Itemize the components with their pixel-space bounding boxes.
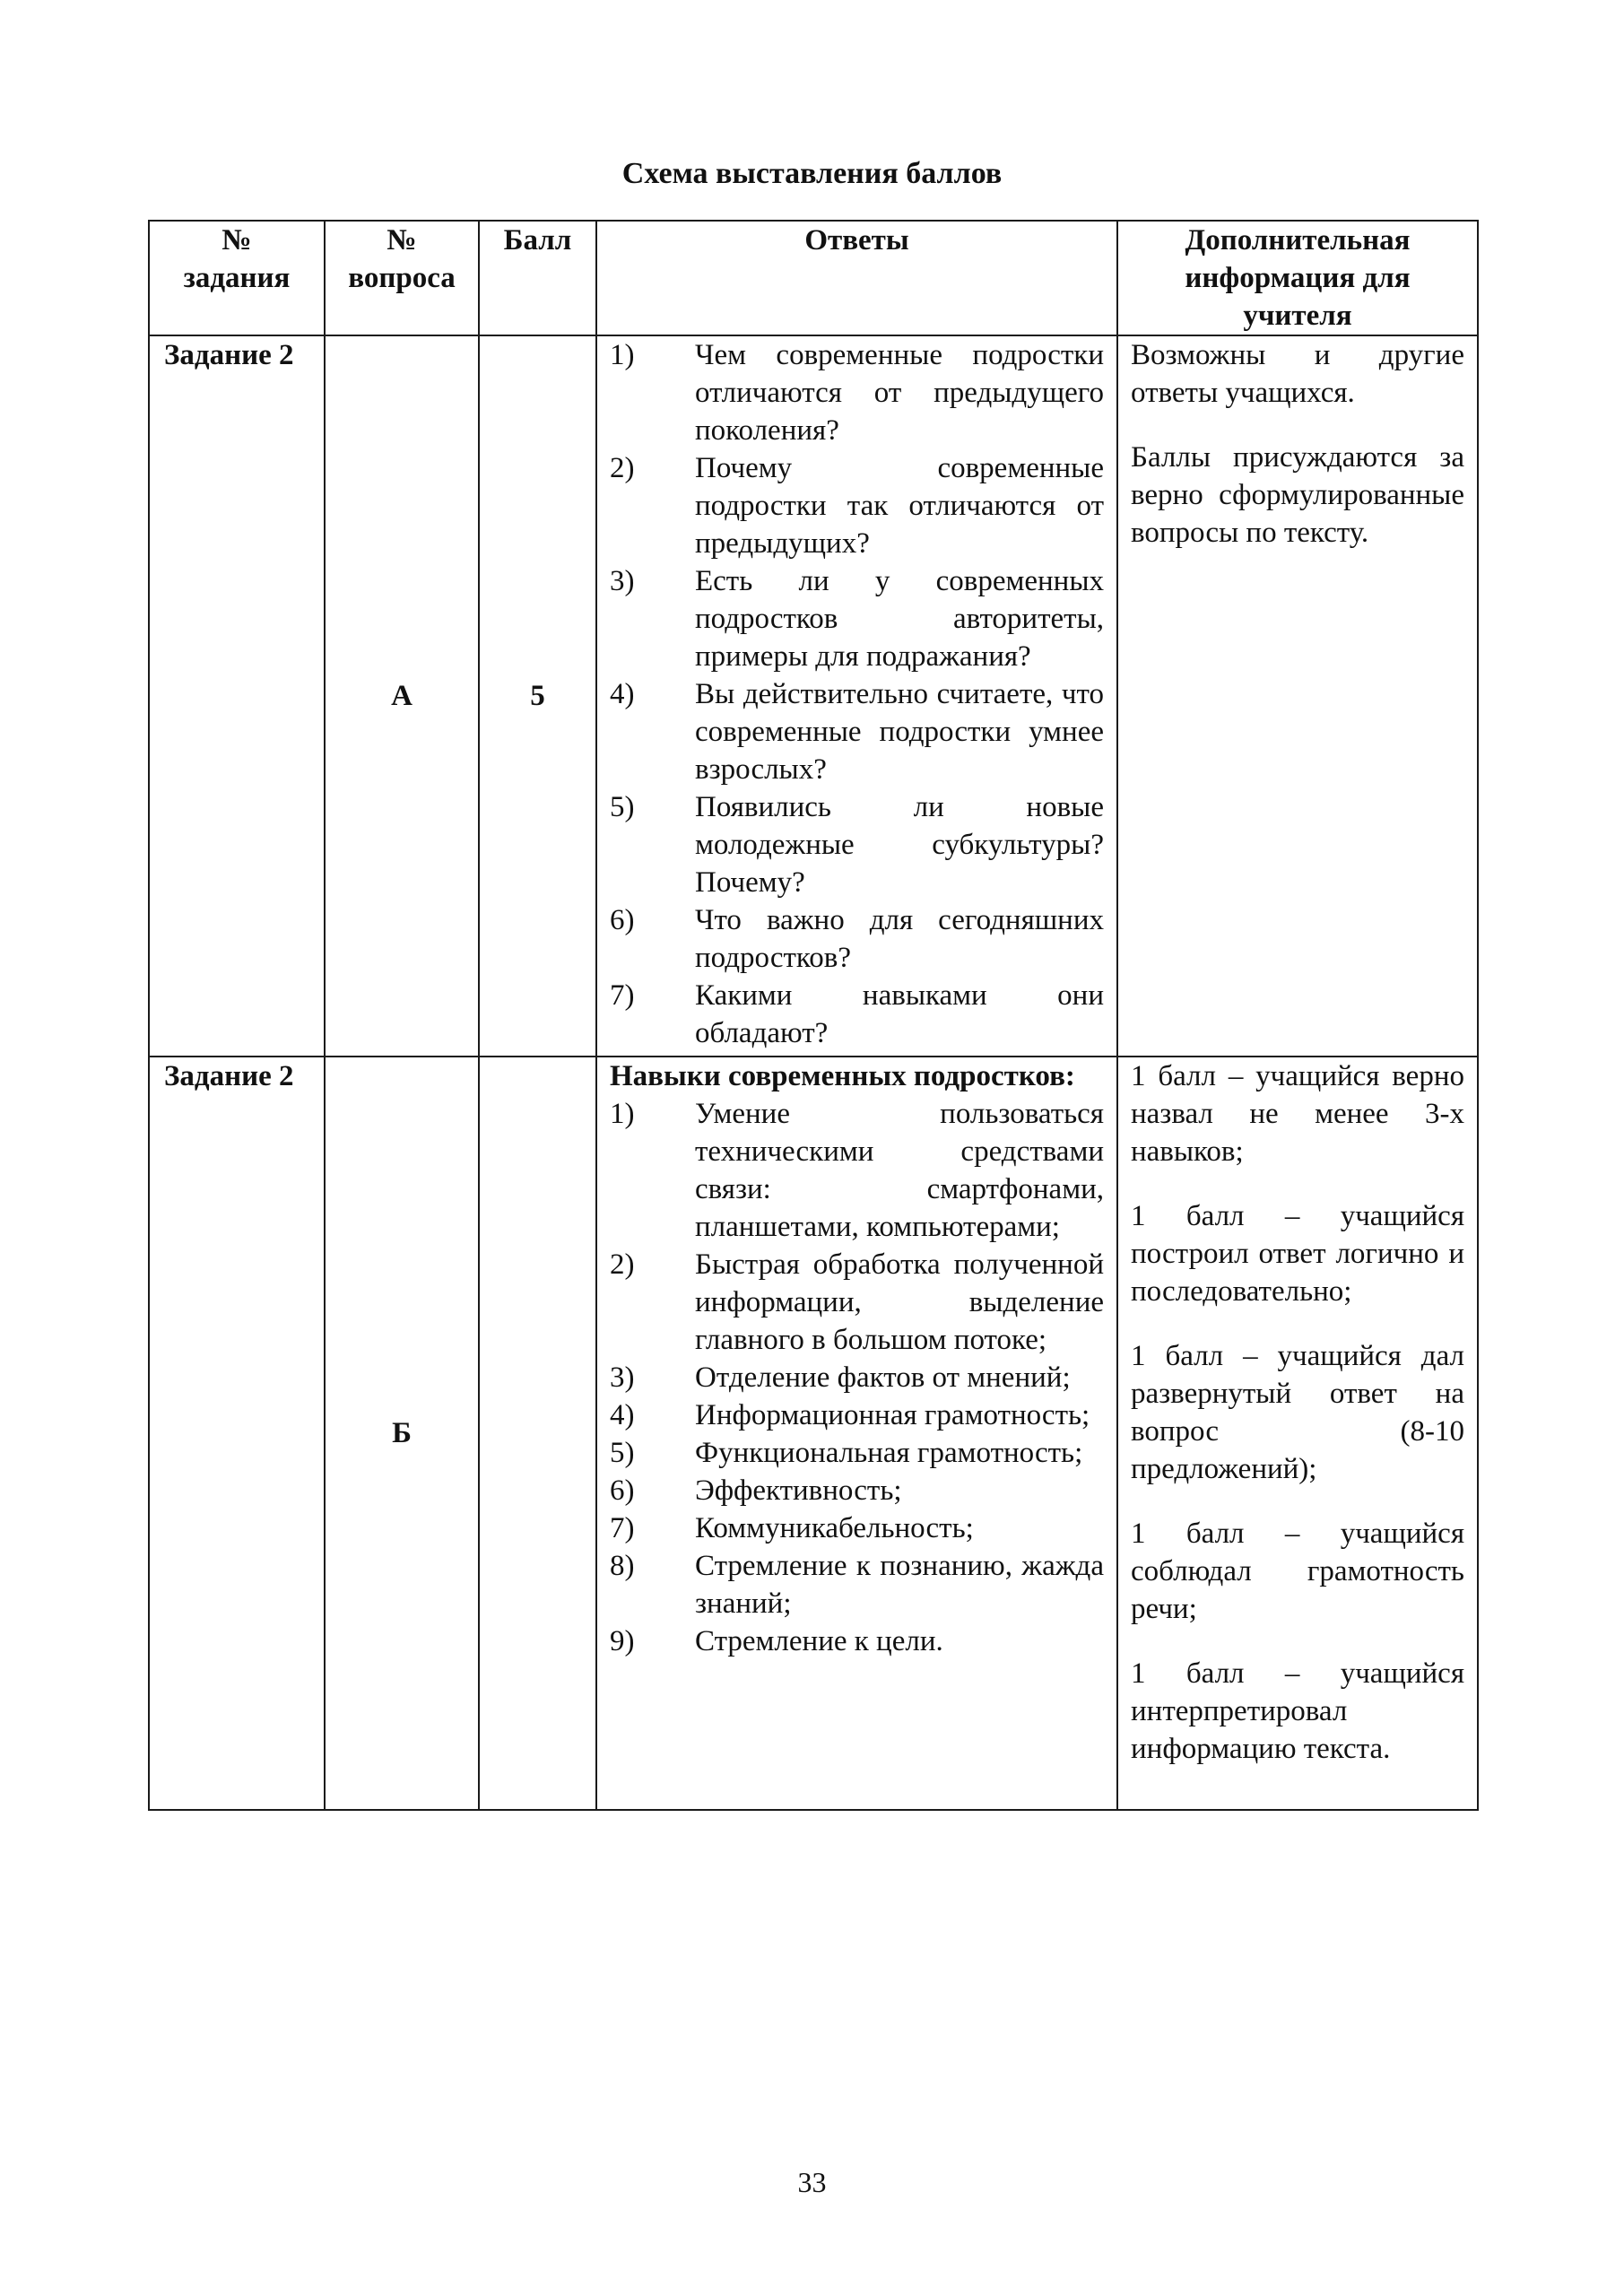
- note-paragraph: 1 балл – учащийся верно назвал не менее 3-х навыков;: [1131, 1060, 1464, 1168]
- note-paragraph: Баллы присуждаются за верно сформулированные вопросы по тексту.: [1131, 441, 1464, 549]
- scoring-table: [148, 220, 1479, 1811]
- answer-item: 6) Что важно для сегодняшних подростков?: [610, 904, 1104, 974]
- note-paragraph: 1 балл – учащийся дал развернутый ответ на вопрос (8-10 предложений);: [1131, 1340, 1464, 1485]
- answer-item: 2) Быстрая обработка полученной информации, выделение главного в большом потоке;: [610, 1248, 1104, 1356]
- header-extra-info: Дополнительная информация для учителя: [1117, 221, 1478, 335]
- notes-cell: [1117, 335, 1478, 1057]
- answer-item: 1) Умение пользоваться техническими средствами связи: смартфонами, планшетами, компьютерами;: [610, 1098, 1104, 1243]
- task-cell: Задание 2: [149, 1057, 325, 1810]
- answers-cell: [596, 335, 1117, 1057]
- answer-item: 5) Появились ли новые молодежные субкультуры? Почему?: [610, 791, 1104, 899]
- table-header-row: [149, 221, 1478, 335]
- note-paragraph: 1 балл – учащийся соблюдал грамотность речи;: [1131, 1518, 1464, 1625]
- table-row: [149, 1057, 1478, 1810]
- header-answers: Ответы: [596, 221, 1117, 335]
- answer-item: 3) Отделение фактов от мнений;: [610, 1361, 1071, 1394]
- answer-item: 8) Стремление к познанию, жажда знаний;: [610, 1550, 1104, 1620]
- answer-item: 4) Вы действительно считаете, что современные подростки умнее взрослых?: [610, 678, 1104, 786]
- header-score: Балл: [479, 221, 596, 335]
- task-cell: Задание 2: [149, 335, 325, 1057]
- answers-heading: Навыки современных подростков:: [610, 1060, 1075, 1092]
- note-paragraph: 1 балл – учащийся интерпретировал информацию текста.: [1131, 1657, 1464, 1765]
- header-task-number: № задания: [149, 221, 325, 335]
- notes-cell: [1117, 1057, 1478, 1810]
- answer-item: 7) Какими навыками они обладают?: [610, 979, 1104, 1049]
- answer-item: 9) Стремление к цели.: [610, 1625, 943, 1657]
- question-cell: Б: [325, 1057, 479, 1810]
- answers-cell: [596, 1057, 1117, 1810]
- question-cell: А: [325, 335, 479, 1057]
- note-paragraph: Возможны и другие ответы учащихся.: [1131, 339, 1464, 409]
- page-title: Схема выставления баллов: [621, 157, 1003, 190]
- note-paragraph: 1 балл – учащийся построил ответ логично и последовательно;: [1131, 1200, 1464, 1308]
- answer-item: 5) Функциональная грамотность;: [610, 1437, 1083, 1469]
- answer-item: 2) Почему современные подростки так отличаются от предыдущих?: [610, 452, 1104, 560]
- table-row: [149, 335, 1478, 1057]
- header-question-number: № вопроса: [325, 221, 479, 335]
- score-cell: 5: [479, 335, 596, 1057]
- page-number: 33: [797, 2166, 827, 2198]
- answer-item: 4) Информационная грамотность;: [610, 1399, 1090, 1431]
- answer-item: 3) Есть ли у современных подростков авторитеты, примеры для подражания?: [610, 565, 1104, 673]
- answer-item: 1) Чем современные подростки отличаются от предыдущего поколения?: [610, 339, 1104, 447]
- answer-item: 7) Коммуникабельность;: [610, 1512, 974, 1544]
- answer-item: 6) Эффективность;: [610, 1474, 902, 1507]
- score-cell: [479, 1057, 596, 1810]
